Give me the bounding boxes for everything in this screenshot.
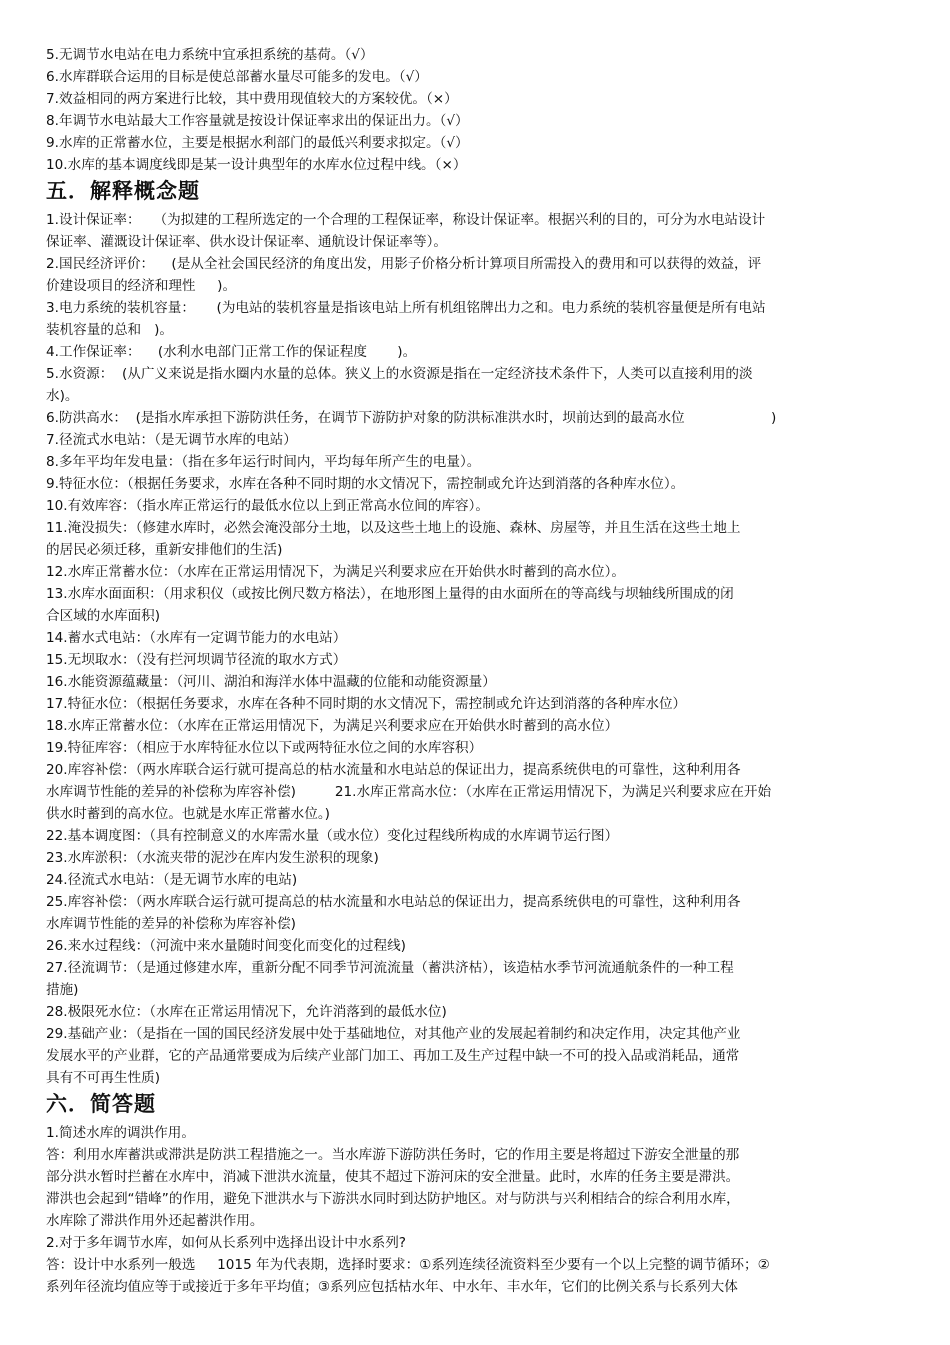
concept-item [46, 473, 876, 495]
concept-item-line: 水)。 [46, 388, 79, 404]
judge-list [46, 44, 876, 176]
concept-item [46, 957, 876, 1001]
concept-item [46, 649, 876, 671]
answer-item-line: 水库除了滞洪作用外还起蓄洪作用。 [46, 1213, 264, 1229]
answer-item-line: 2.对于多年调节水库，如何从长系列中选择出设计中水系列? [46, 1235, 407, 1251]
concept-item-line: 4.工作保证率： (水利水电部门正常工作的保证程度 )。 [46, 344, 417, 360]
concept-item-line: 22.基本调度图：（具有控制意义的水库需水量（或水位）变化过程线所构成的水库调节运行图） [46, 828, 619, 844]
concept-item-line: 供水时蓄到的高水位。也就是水库正常蓄水位。) [46, 806, 330, 822]
concept-item-line: 24.径流式水电站：（是无调节水库的电站) [46, 872, 298, 888]
answer-item-line: 答：利用水库蓄洪或滞洪是防洪工程措施之一。当水库游下游防洪任务时，它的作用主要是将超过下游安全泄量的那 [46, 1147, 740, 1163]
concept-item [46, 1023, 876, 1089]
concept-item [46, 561, 876, 583]
concept-item [46, 935, 876, 957]
concept-item-line: 28.极限死水位：（水库在正常运用情况下，允许消落到的最低水位) [46, 1004, 447, 1020]
answer-item-line: 答：设计中水系列一般选 1015 年为代表期，选择时要求：①系列连续径流资料至少要有一个以上完整的调节循环；② [46, 1257, 770, 1273]
concept-item-line: 8.多年平均年发电量：（指在多年运行时间内，平均每年所产生的电量）。 [46, 454, 481, 470]
concept-item [46, 583, 876, 627]
answer-item [46, 1122, 876, 1232]
concept-item-line: 具有不可再生性质) [46, 1070, 161, 1086]
concept-item [46, 495, 876, 517]
concept-item [46, 253, 876, 297]
concept-item-line: 水库调节性能的差异的补偿称为库容补偿) [46, 916, 296, 932]
concept-item [46, 209, 876, 253]
concept-item [46, 891, 876, 935]
concept-item-line: 9.特征水位：（根据任务要求，水库在各种不同时期的水文情况下，需控制或允许达到消落的各种库水位）。 [46, 476, 685, 492]
concept-item-line: 19.特征库容：（相应于水库特征水位以下或两特征水位之间的水库容积） [46, 740, 483, 756]
concept-item-line: 水库调节性能的差异的补偿称为库容补偿) 21.水库正常高水位：（水库在正常运用情况下，为满足兴利要求应在开始 [46, 784, 772, 800]
short-answer-list [46, 1122, 876, 1298]
answer-item [46, 1232, 876, 1298]
concept-item [46, 517, 876, 561]
concept-item-line: 保证率、灌溉设计保证率、供水设计保证率、通航设计保证率等）。 [46, 234, 448, 250]
concept-list [46, 209, 876, 1089]
concept-item [46, 363, 876, 407]
concept-item [46, 759, 876, 825]
concept-item [46, 341, 876, 363]
concept-item-line: 25.库容补偿：（两水库联合运行就可提高总的枯水流量和水电站总的保证出力，提高系统供电的可靠性，这种利用各 [46, 894, 741, 910]
concept-item [46, 671, 876, 693]
concept-item [46, 627, 876, 649]
concept-item [46, 429, 876, 451]
concept-item-line: 2.国民经济评价： (是从全社会国民经济的角度出发，用影子价格分析计算项目所需投入的费用和可以获得的效益，评 [46, 256, 762, 272]
concept-item-line: 装机容量的总和 )。 [46, 322, 174, 338]
concept-item-line: 6.防洪高水： (是指水库承担下游防洪任务，在调节下游防护对象的防洪标准洪水时，坝前达到的最高水位 ) [46, 410, 777, 426]
concept-item [46, 847, 876, 869]
concept-item-line: 15.无坝取水：（没有拦河坝调节径流的取水方式） [46, 652, 347, 668]
concept-item-line: 7.径流式水电站：（是无调节水库的电站） [46, 432, 297, 448]
judge-item: 8.年调节水电站最大工作容量就是按设计保证率求出的保证出力。（√） [46, 113, 469, 129]
concept-item [46, 1001, 876, 1023]
concept-item [46, 297, 876, 341]
concept-item [46, 407, 876, 429]
concept-item-line: 16.水能资源蕴藏量：（河川、湖泊和海洋水体中温藏的位能和动能资源量） [46, 674, 496, 690]
answer-item-line: 部分洪水暂时拦蓄在水库中，消减下泄洪水流量，使其不超过下游河床的安全泄量。此时，水库的任务主要是滞洪。 [46, 1169, 740, 1185]
section-title-concepts: 五．解释概念题 [46, 178, 200, 203]
concept-item-line: 26.来水过程线：（河流中来水量随时间变化而变化的过程线) [46, 938, 406, 954]
concept-item-line: 的居民必须迁移，重新安排他们的生活) [46, 542, 283, 558]
concept-item-line: 12.水库正常蓄水位：（水库在正常运用情况下，为满足兴利要求应在开始供水时蓄到的高水位）。 [46, 564, 625, 580]
section-title-short-answers: 六．简答题 [46, 1091, 156, 1116]
concept-item-line: 合区域的水库面积) [46, 608, 161, 624]
document-page [46, 44, 876, 1298]
concept-item [46, 737, 876, 759]
answer-item-line: 系列年径流均值应等于或接近于多年平均值；③系列应包括枯水年、中水年、丰水年，它们的比例关系与长系列大体 [46, 1279, 738, 1295]
concept-item-line: 17.特征水位：（根据任务要求，水库在各种不同时期的水文情况下，需控制或允许达到消落的各种库水位） [46, 696, 687, 712]
answer-item-line: 滞洪也会起到“错峰”的作用，避免下泄洪水与下游洪水同时到达防护地区。对与防洪与兴利相结合的综合利用水库， [46, 1191, 740, 1207]
concept-item [46, 825, 876, 847]
judge-item: 5.无调节水电站在电力系统中宜承担系统的基荷。（√） [46, 47, 374, 63]
concept-item-line: 27.径流调节：（是通过修建水库，重新分配不同季节河流流量（蓄洪济枯），该造枯水季节河流通航条件的一种工程 [46, 960, 734, 976]
concept-item [46, 869, 876, 891]
concept-item [46, 715, 876, 737]
judge-item: 10.水库的基本调度线即是某一设计典型年的水库水位过程中线。（×） [46, 157, 467, 173]
concept-item-line: 14.蓄水式电站：（水库有一定调节能力的水电站） [46, 630, 347, 646]
answer-item-line: 1.简述水库的调洪作用。 [46, 1125, 195, 1141]
concept-item-line: 20.库容补偿：（两水库联合运行就可提高总的枯水流量和水电站总的保证出力，提高系统供电的可靠性，这种利用各 [46, 762, 741, 778]
concept-item-line: 29.基础产业：（是指在一国的国民经济发展中处于基础地位，对其他产业的发展起着制约和决定作用，决定其他产业 [46, 1026, 741, 1042]
concept-item-line: 18.水库正常蓄水位：（水库在正常运用情况下，为满足兴利要求应在开始供水时蓄到的高水位） [46, 718, 619, 734]
concept-item-line: 3.电力系统的装机容量： (为电站的装机容量是指该电站上所有机组铭牌出力之和。电力系统的装机容量便是所有电站 [46, 300, 766, 316]
concept-item-line: 13.水库水面面积：（用求积仪（或按比例尺数方格法），在地形图上量得的由水面所在的等高线与坝轴线所围成的闭 [46, 586, 734, 602]
concept-item-line: 发展水平的产业群，它的产品通常要成为后续产业部门加工、再加工及生产过程中缺一不可的投入品或消耗品，通常 [46, 1048, 740, 1064]
concept-item-line: 23.水库淤积：（水流夹带的泥沙在库内发生淤积的现象) [46, 850, 379, 866]
judge-item: 6.水库群联合运用的目标是使总部蓄水量尽可能多的发电。（√） [46, 69, 428, 85]
judge-item: 9.水库的正常蓄水位，主要是根据水利部门的最低兴利要求拟定。（√） [46, 135, 469, 151]
concept-item-line: 11.淹没损失：（修建水库时，必然会淹没部分土地，以及这些土地上的设施、森林、房屋等，并且生活在这些土地上 [46, 520, 741, 536]
concept-item-line: 5.水资源： (从广义来说是指水圈内水量的总体。狭义上的水资源是指在一定经济技术条件下，人类可以直接利用的淡 [46, 366, 753, 382]
concept-item [46, 451, 876, 473]
concept-item-line: 措施) [46, 982, 79, 998]
concept-item-line: 1.设计保证率： （为拟建的工程所选定的一个合理的工程保证率，称设计保证率。根据兴利的目的，可分为水电站设计 [46, 212, 766, 228]
concept-item [46, 693, 876, 715]
judge-item: 7.效益相同的两方案进行比较，其中费用现值较大的方案较优。（×） [46, 91, 458, 107]
concept-item-line: 10.有效库容：（指水库正常运行的最低水位以上到正常高水位间的库容）。 [46, 498, 490, 514]
concept-item-line: 价建设项目的经济和理性 )。 [46, 278, 237, 294]
